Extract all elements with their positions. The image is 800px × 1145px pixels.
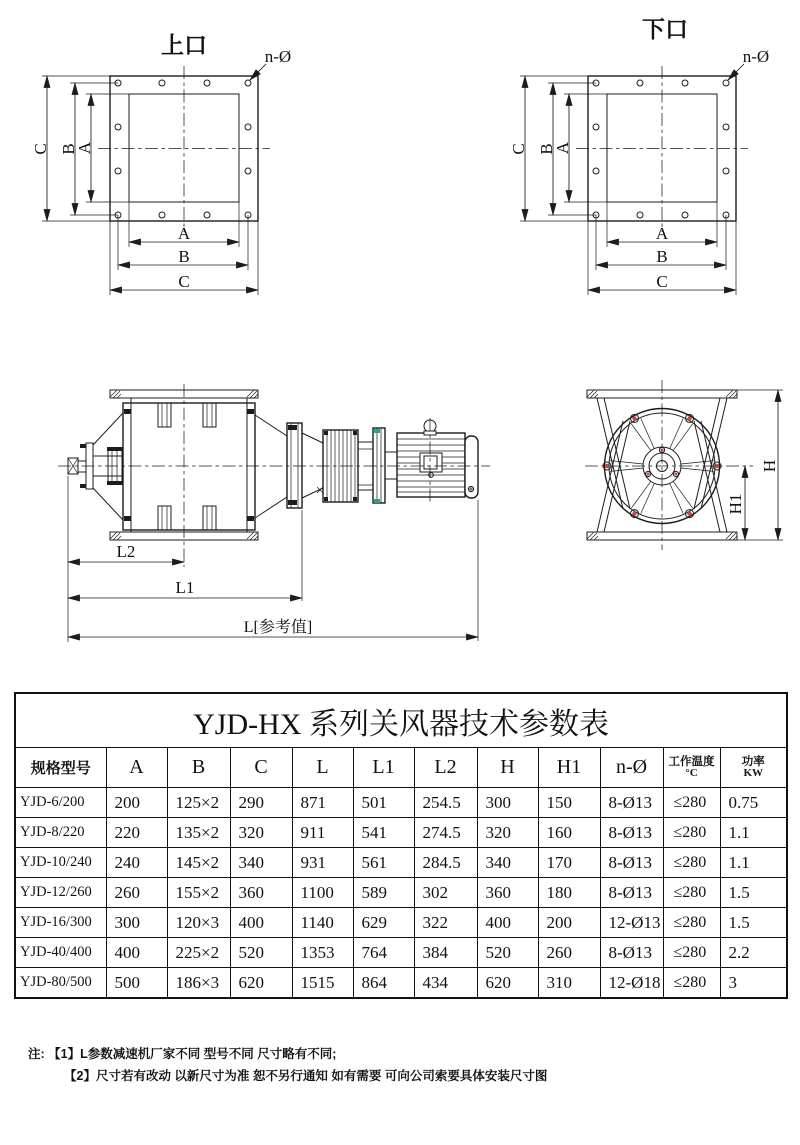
temp-header-line1: 工作温度 — [668, 755, 715, 768]
top-port-title: 上口 — [161, 33, 207, 58]
cell: 310 — [538, 968, 600, 999]
side-assembly-view — [58, 384, 490, 642]
cell: 260 — [538, 938, 600, 968]
cell: 764 — [353, 938, 414, 968]
cell: 240 — [106, 848, 167, 878]
cell: 300 — [106, 908, 167, 938]
cell: 1140 — [292, 908, 353, 938]
cell: 120×3 — [167, 908, 230, 938]
cell: 400 — [477, 908, 538, 938]
cell: 384 — [414, 938, 477, 968]
table-title: YJD-HX 系列关风器技术参数表 — [15, 693, 787, 748]
top-port-hole-callout: n-Ø — [264, 47, 292, 66]
cell: 274.5 — [414, 818, 477, 848]
footnote-line-2 — [64, 1066, 547, 1084]
cell-model: YJD-40/400 — [15, 938, 106, 968]
column-header-n-holes: n-Ø — [600, 748, 663, 788]
footnote-label: 注: — [28, 1047, 45, 1061]
power-header-line1: 功率 — [741, 755, 765, 768]
cell: 340 — [230, 848, 292, 878]
dim-label-a-bottom: A — [177, 224, 191, 243]
cell: 170 — [538, 848, 600, 878]
cell: 340 — [477, 848, 538, 878]
cell: 400 — [106, 938, 167, 968]
table-row — [15, 818, 787, 848]
cell: 300 — [477, 788, 538, 818]
dim-label-h1: H1 — [726, 493, 745, 515]
column-header-c: C — [230, 748, 292, 788]
cell: 145×2 — [167, 848, 230, 878]
dim-label-c-left: C — [509, 143, 528, 155]
bottom-port-title: 下口 — [642, 17, 688, 42]
cell-temp: ≤280 — [663, 878, 720, 908]
power-header-line2: KW — [743, 767, 764, 780]
dim-label-l-ref: L[参考值] — [243, 619, 313, 636]
end-view-labels — [726, 460, 779, 515]
footnote-text-1: 【1】L参数减速机厂家不同 型号不同 尺寸略有不同; — [48, 1047, 337, 1061]
cell: 520 — [230, 938, 292, 968]
cell: 8-Ø13 — [600, 848, 663, 878]
table-row — [15, 878, 787, 908]
cell: 155×2 — [167, 878, 230, 908]
cell: 911 — [292, 818, 353, 848]
cell-temp: ≤280 — [663, 908, 720, 938]
table-row — [15, 908, 787, 938]
cell: 931 — [292, 848, 353, 878]
column-header-l: L — [292, 748, 353, 788]
cell: 871 — [292, 788, 353, 818]
cell: 360 — [477, 878, 538, 908]
temp-header-line2: °C — [685, 767, 698, 780]
cell-model: YJD-10/240 — [15, 848, 106, 878]
cell: 8-Ø13 — [600, 788, 663, 818]
footnote-line-1 — [28, 1044, 336, 1062]
cell-model: YJD-8/220 — [15, 818, 106, 848]
cell-model: YJD-16/300 — [15, 908, 106, 938]
cell: 520 — [477, 938, 538, 968]
cell-power: 1.1 — [720, 848, 787, 878]
cell: 125×2 — [167, 788, 230, 818]
cell: 322 — [414, 908, 477, 938]
cell: 200 — [538, 908, 600, 938]
cell: 290 — [230, 788, 292, 818]
cell-model: YJD-80/500 — [15, 968, 106, 999]
column-header-temperature — [663, 748, 720, 788]
end-view — [585, 380, 783, 550]
cell: 12-Ø13 — [600, 908, 663, 938]
top-port-labels — [31, 33, 291, 291]
cell: 186×3 — [167, 968, 230, 999]
cell: 501 — [353, 788, 414, 818]
cell: 864 — [353, 968, 414, 999]
column-header-b: B — [167, 748, 230, 788]
dim-label-c-left: C — [31, 143, 50, 155]
table-row — [15, 848, 787, 878]
dim-label-a-bottom: A — [655, 224, 669, 243]
cell-power: 1.5 — [720, 908, 787, 938]
table-title-row — [15, 693, 787, 748]
footnote-text-2: 【2】尺寸若有改动 以新尺寸为准 恕不另行通知 如有需要 可向公司索要具体安装尺寸图 — [64, 1069, 548, 1083]
cell: 320 — [477, 818, 538, 848]
cell: 150 — [538, 788, 600, 818]
dim-label-b-left: B — [537, 143, 556, 155]
column-header-model: 规格型号 — [15, 748, 106, 788]
dim-label-c-bottom: C — [656, 272, 668, 291]
side-view-labels — [117, 542, 313, 636]
dim-label-c-bottom: C — [178, 272, 190, 291]
table-header-row — [15, 748, 787, 788]
cell-power: 0.75 — [720, 788, 787, 818]
cell: 400 — [230, 908, 292, 938]
dim-label-b-left: B — [59, 143, 78, 155]
bottom-port-labels — [509, 17, 769, 291]
dim-label-l2: L2 — [116, 542, 136, 561]
cell: 8-Ø13 — [600, 938, 663, 968]
cell-temp: ≤280 — [663, 848, 720, 878]
cell: 434 — [414, 968, 477, 999]
parameters-table — [14, 692, 788, 999]
cell: 284.5 — [414, 848, 477, 878]
cell-power: 3 — [720, 968, 787, 999]
cell: 200 — [106, 788, 167, 818]
table-row — [15, 968, 787, 999]
cell-temp: ≤280 — [663, 818, 720, 848]
cell: 8-Ø13 — [600, 818, 663, 848]
bottom-port-hole-callout: n-Ø — [742, 47, 770, 66]
cell-power: 1.1 — [720, 818, 787, 848]
column-header-l1: L1 — [353, 748, 414, 788]
dim-label-l1: L1 — [175, 578, 195, 597]
column-header-h: H — [477, 748, 538, 788]
cell: 180 — [538, 878, 600, 908]
cell: 1353 — [292, 938, 353, 968]
cell: 1515 — [292, 968, 353, 999]
cell: 260 — [106, 878, 167, 908]
cell-temp: ≤280 — [663, 788, 720, 818]
dim-label-b-bottom: B — [178, 247, 190, 266]
column-header-power — [720, 748, 787, 788]
column-header-h1: H1 — [538, 748, 600, 788]
cell: 8-Ø13 — [600, 878, 663, 908]
cell: 629 — [353, 908, 414, 938]
dim-label-a-left: A — [553, 141, 572, 155]
cell-model: YJD-6/200 — [15, 788, 106, 818]
cell: 254.5 — [414, 788, 477, 818]
table-row — [15, 938, 787, 968]
cell-temp: ≤280 — [663, 938, 720, 968]
cell-power: 1.5 — [720, 878, 787, 908]
cell: 302 — [414, 878, 477, 908]
dim-label-a-left: A — [75, 141, 94, 155]
cell: 561 — [353, 848, 414, 878]
cell-model: YJD-12/260 — [15, 878, 106, 908]
cell: 220 — [106, 818, 167, 848]
column-header-a: A — [106, 748, 167, 788]
cell: 160 — [538, 818, 600, 848]
cell: 12-Ø18 — [600, 968, 663, 999]
cell: 320 — [230, 818, 292, 848]
column-header-l2: L2 — [414, 748, 477, 788]
cell: 500 — [106, 968, 167, 999]
cell-temp: ≤280 — [663, 968, 720, 999]
cell: 135×2 — [167, 818, 230, 848]
dim-label-b-bottom: B — [656, 247, 668, 266]
cell: 620 — [477, 968, 538, 999]
cell-power: 2.2 — [720, 938, 787, 968]
bottom-port-flange-drawing — [520, 64, 748, 295]
cell: 1100 — [292, 878, 353, 908]
cell: 541 — [353, 818, 414, 848]
dim-label-h: H — [760, 459, 779, 473]
table-row — [15, 788, 787, 818]
cell: 225×2 — [167, 938, 230, 968]
cell: 620 — [230, 968, 292, 999]
cell: 589 — [353, 878, 414, 908]
top-port-flange-drawing — [42, 64, 270, 295]
cell: 360 — [230, 878, 292, 908]
